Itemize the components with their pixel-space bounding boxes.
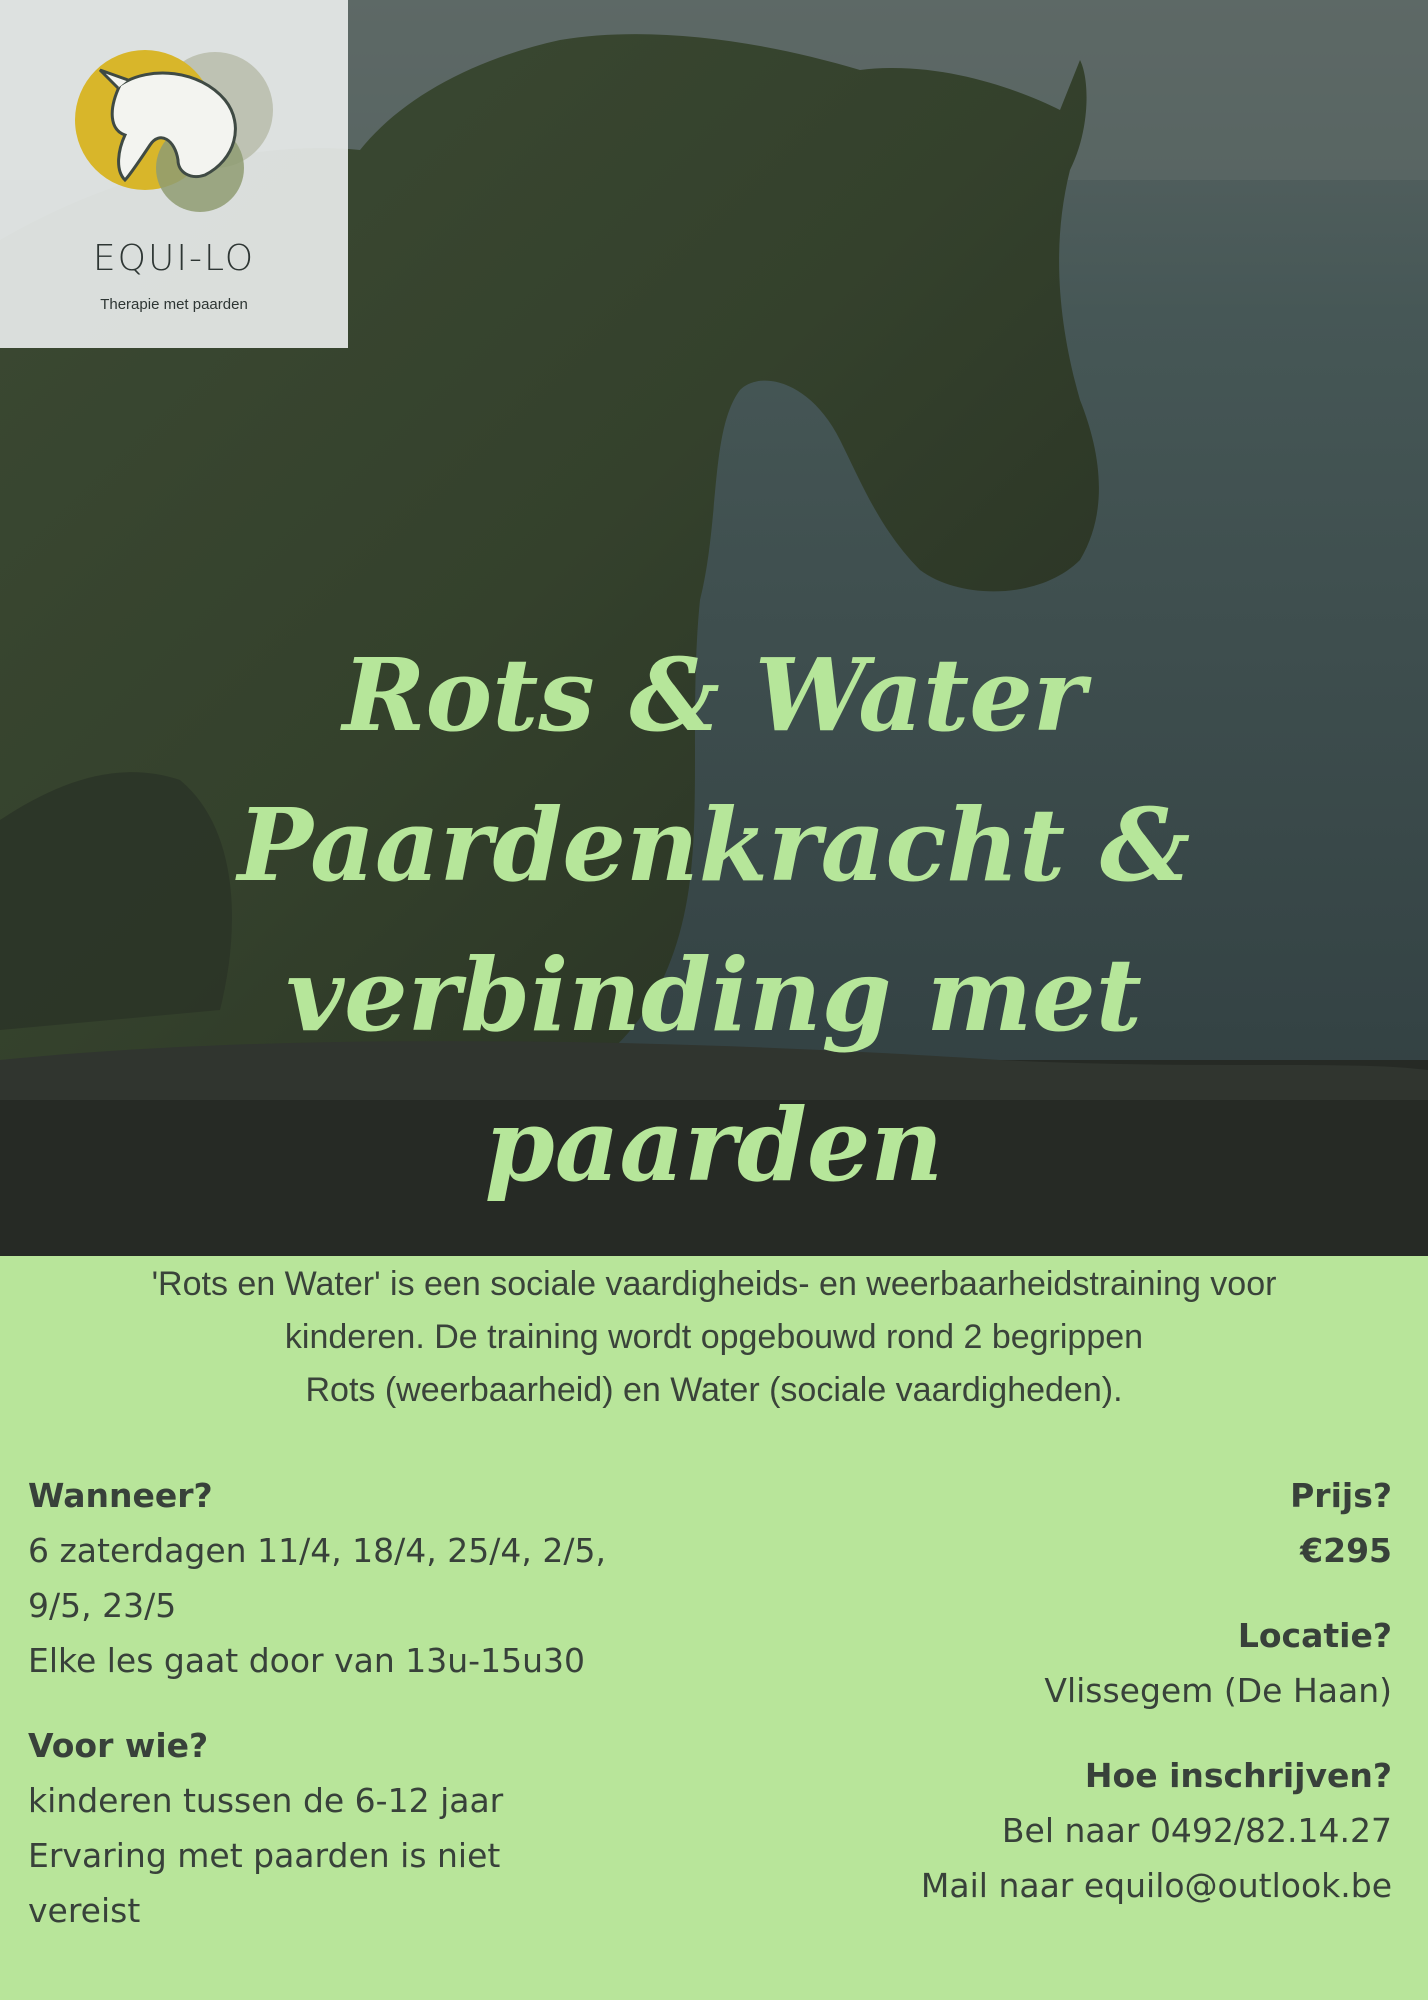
logo-panel (0, 0, 348, 348)
logo-tagline: Therapie met paarden (100, 296, 248, 313)
intro-text (40, 1258, 1388, 1417)
signup-heading: Hoe inschrijven? (1084, 1756, 1392, 1795)
title-line-4: paarden (484, 1086, 944, 1204)
price-heading: Prijs? (1290, 1476, 1392, 1515)
logo-name: EQUI-LO (92, 238, 256, 279)
who-heading: Voor wie? (28, 1726, 209, 1765)
when-line-1: 6 zaterdagen 11/4, 18/4, 25/4, 2/5, (28, 1531, 606, 1570)
signup-mail[interactable]: Mail naar equilo@outlook.be (920, 1866, 1392, 1905)
info-left-column (28, 1468, 748, 1938)
price-value: €295 (1300, 1531, 1392, 1570)
intro-line-3: Rots (weerbaarheid) en Water (sociale vaardigheden). (305, 1371, 1123, 1409)
info-right-column (692, 1468, 1392, 1913)
horse-logo-icon (0, 0, 348, 230)
when-line-3: Elke les gaat door van 13u-15u30 (28, 1641, 585, 1680)
signup-phone[interactable]: Bel naar 0492/82.14.27 (1001, 1811, 1392, 1850)
who-line-3: vereist (28, 1891, 141, 1930)
intro-line-2: kinderen. De training wordt opgebouwd rond 2 begrippen (284, 1318, 1144, 1356)
who-line-2: Ervaring met paarden is niet (28, 1836, 501, 1875)
when-heading: Wanneer? (28, 1476, 213, 1515)
title-line-3: verbinding met (285, 936, 1142, 1054)
title-line-1: Rots & Water (342, 636, 1086, 754)
location-value: Vlissegem (De Haan) (1044, 1671, 1392, 1710)
when-line-2: 9/5, 23/5 (28, 1586, 177, 1625)
page-title (0, 620, 1428, 1220)
title-line-2: Paardenkracht & (237, 786, 1191, 904)
location-heading: Locatie? (1237, 1616, 1392, 1655)
who-line-1: kinderen tussen de 6-12 jaar (28, 1781, 504, 1820)
intro-line-1: 'Rots en Water' is een sociale vaardigheids- en weerbaarheidstraining voor (151, 1265, 1277, 1303)
